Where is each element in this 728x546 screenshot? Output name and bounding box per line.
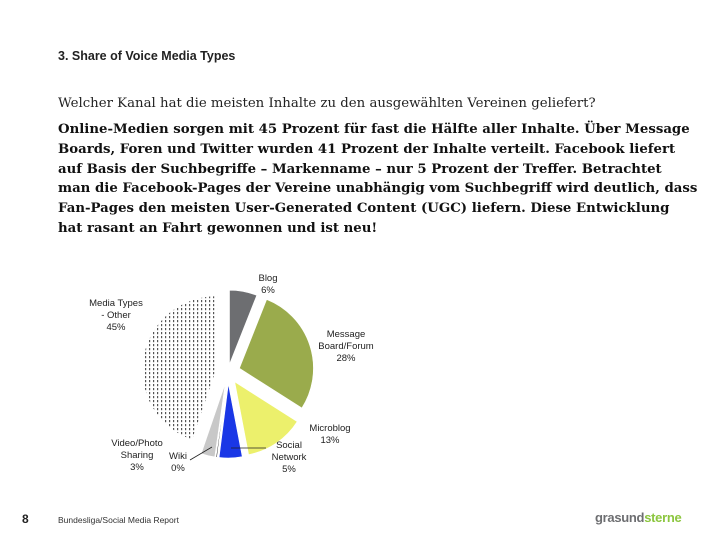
logo-text-part2: sterne xyxy=(644,510,682,525)
pie-slice-media-types-other xyxy=(142,296,217,440)
brand-logo xyxy=(595,510,681,525)
slice-label: Wiki 0% xyxy=(169,451,187,474)
section-title: 3. Share of Voice Media Types xyxy=(58,49,236,63)
footer-text: Bundesliga/Social Media Report xyxy=(58,515,179,525)
slice-label: Microblog 13% xyxy=(309,423,351,446)
slice-label: Media Types - Other 45% xyxy=(89,298,143,333)
page-number: 8 xyxy=(22,512,29,526)
question-text: Welcher Kanal hat die meisten Inhalte zu den ausgewählten Vereinen geliefert? xyxy=(58,96,596,111)
slice-label: Social Network 5% xyxy=(271,440,307,475)
slice-label: Video/Photo Sharing 3% xyxy=(111,438,163,473)
body-paragraph: Online-Medien sorgen mit 45 Prozent für fast die Hälfte aller Inhalte. Über Message Boards, Foren und Twitter wurden 41 Prozent der Inhalte verteilt. Facebook liefert auf Basis der Suchbegriffe – Markenname – nur 5 Prozent der Treffer. Betrachtet man die Facebook-Pages der Vereine unabhängig vom Suchbegriff wird deutlich, dass Fan-Pages den meisten User-Generated Content (UGC) liefern. Diese Entwicklung hat rasant an Fahrt gewonnen und ist neu! xyxy=(58,122,698,236)
slice-label: Blog 6% xyxy=(258,273,278,296)
logo-text-part1: grasund xyxy=(595,510,645,525)
slice-label: Message Board/Forum 28% xyxy=(318,329,374,364)
